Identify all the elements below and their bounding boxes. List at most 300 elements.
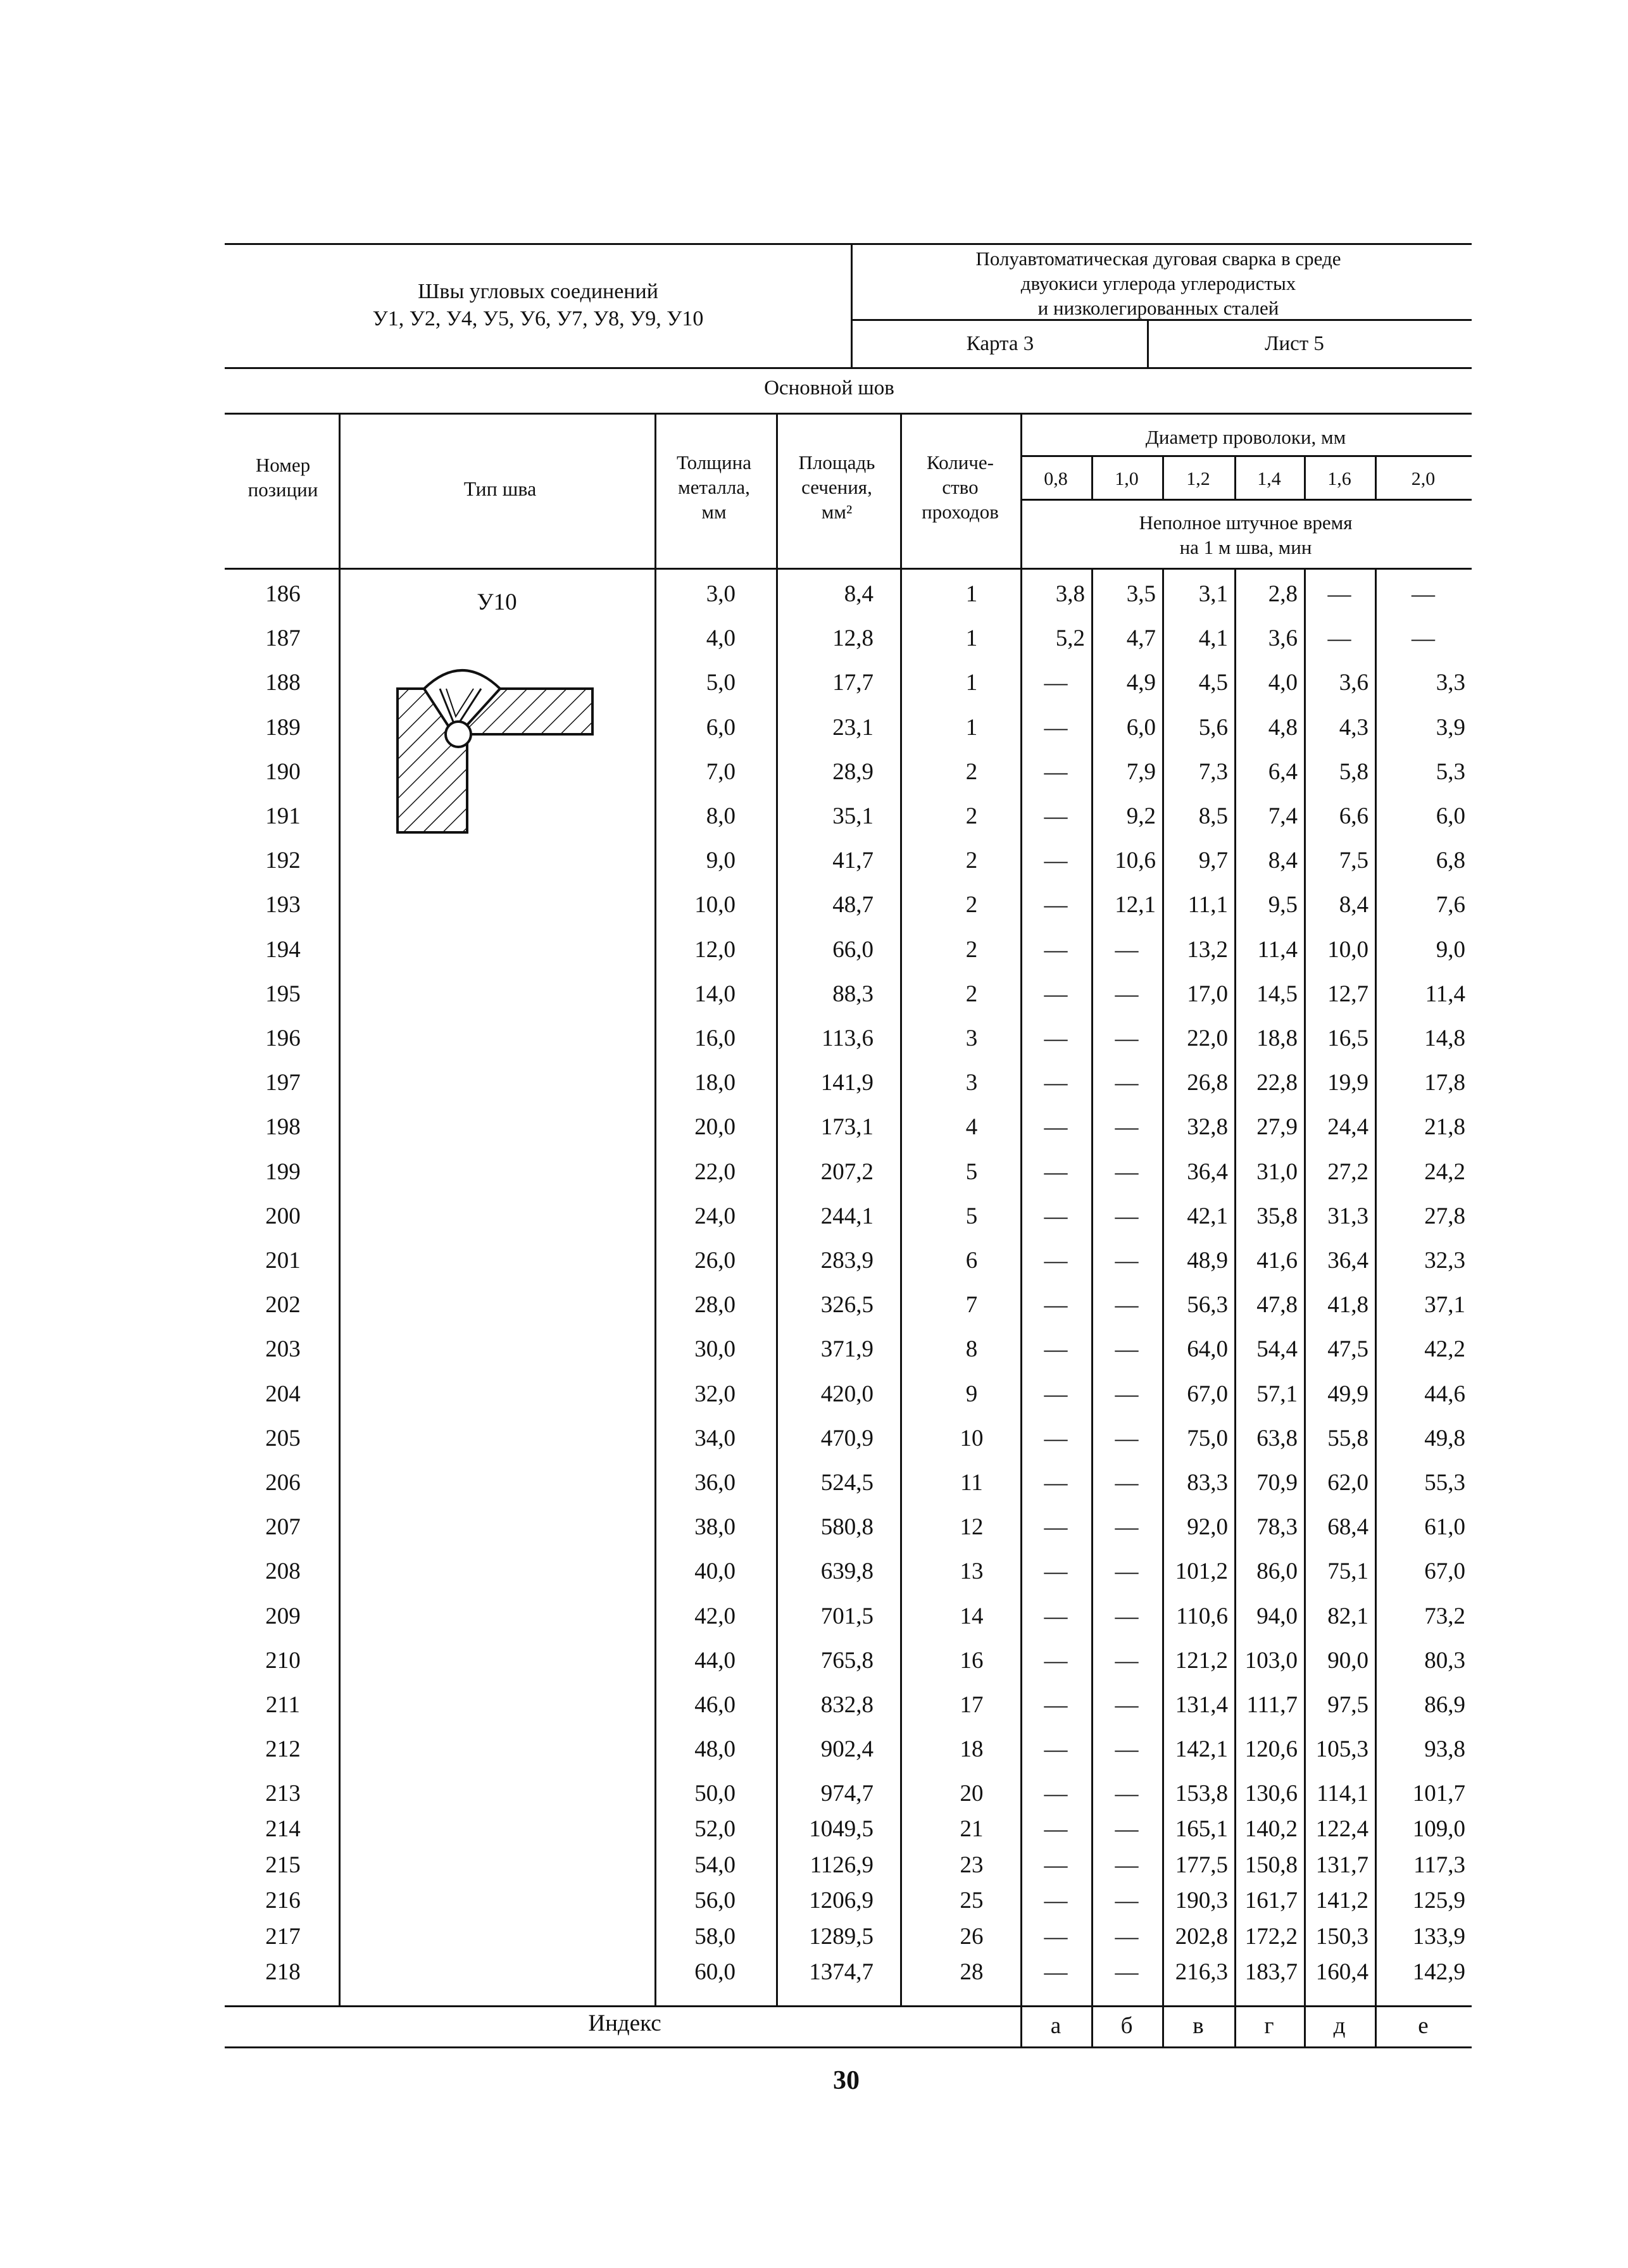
time-cell: — <box>1044 1114 1068 1140</box>
area-cell: 1289,5 <box>809 1924 873 1950</box>
time-cell: 5,8 <box>1339 759 1368 785</box>
time-cell: 142,9 <box>1412 1959 1465 1985</box>
thickness-header-line3: мм <box>701 500 727 523</box>
left-title-line2: У1, У2, У4, У5, У6, У7, У8, У9, У10 <box>372 306 704 330</box>
time-cell: — <box>1115 1816 1139 1842</box>
position-cell: 194 <box>265 937 301 963</box>
position-cell: 201 <box>265 1248 301 1274</box>
time-cell: — <box>1044 1692 1068 1718</box>
position-cell: 191 <box>265 803 301 829</box>
diameter-label: 1,6 <box>1327 468 1351 489</box>
index-separator-6 <box>1375 2005 1377 2046</box>
time-cell: 3,3 <box>1436 670 1465 696</box>
diameter-label: 1,4 <box>1257 468 1281 489</box>
time-cell: — <box>1044 1648 1068 1674</box>
time-cell: — <box>1044 803 1068 829</box>
time-cell: — <box>1044 715 1068 741</box>
time-header-line1: Неполное штучное время <box>1139 511 1353 534</box>
fillet-weld-diagram <box>380 658 608 842</box>
time-cell: 9,5 <box>1268 892 1298 918</box>
thickness-cell: 38,0 <box>694 1514 736 1540</box>
wire-diameter-header: Диаметр проволоки, мм <box>1145 426 1346 448</box>
position-cell: 212 <box>265 1736 301 1762</box>
time-cell: 22,0 <box>1187 1025 1228 1051</box>
time-cell: 202,8 <box>1175 1924 1228 1950</box>
passes-cell: 2 <box>965 937 978 963</box>
thickness-cell: 22,0 <box>694 1159 736 1185</box>
time-cell: — <box>1044 1959 1068 1985</box>
area-cell: 113,6 <box>822 1025 873 1051</box>
time-cell: 6,0 <box>1436 803 1465 829</box>
area-cell: 639,8 <box>820 1558 873 1584</box>
time-cell: — <box>1115 1852 1139 1878</box>
time-cell: — <box>1044 1248 1068 1274</box>
column-separator-4 <box>900 413 902 2005</box>
time-cell: — <box>1115 1558 1139 1584</box>
thickness-cell: 58,0 <box>694 1924 736 1950</box>
passes-cell: 28 <box>960 1959 984 1985</box>
thickness-cell: 7,0 <box>706 759 736 785</box>
time-cell: 8,4 <box>1268 848 1298 874</box>
right-title-line3: и низколегированных сталей <box>1037 296 1279 319</box>
time-cell: 131,4 <box>1175 1692 1228 1718</box>
time-cell: 6,0 <box>1126 715 1156 741</box>
passes-cell: 5 <box>965 1159 978 1185</box>
area-cell: 141,9 <box>820 1070 873 1096</box>
time-cell: — <box>1327 581 1351 607</box>
time-cell: 10,0 <box>1327 937 1368 963</box>
time-cell: — <box>1115 1648 1139 1674</box>
thickness-cell: 8,0 <box>706 803 736 829</box>
diameter-separator-2 <box>1162 568 1164 2005</box>
time-cell: 109,0 <box>1412 1816 1465 1842</box>
passes-cell: 1 <box>965 670 978 696</box>
time-cell: 26,8 <box>1187 1070 1228 1096</box>
area-header-line1: Площадь <box>798 451 875 473</box>
time-cell: 4,0 <box>1268 670 1298 696</box>
time-cell: 7,5 <box>1339 848 1368 874</box>
index-letter: г <box>1264 2013 1274 2039</box>
time-cell: 5,2 <box>1055 625 1085 651</box>
time-cell: 9,2 <box>1126 803 1156 829</box>
time-cell: 36,4 <box>1327 1248 1368 1274</box>
time-cell: 37,1 <box>1424 1292 1465 1318</box>
time-cell: 44,6 <box>1424 1381 1465 1407</box>
thickness-cell: 28,0 <box>694 1292 736 1318</box>
passes-cell: 9 <box>965 1381 978 1407</box>
time-cell: 133,9 <box>1412 1924 1465 1950</box>
time-cell: — <box>1115 1070 1139 1096</box>
index-letter: д <box>1333 2013 1346 2039</box>
time-cell: 4,7 <box>1126 625 1156 651</box>
passes-header <box>922 451 999 524</box>
time-cell: — <box>1044 1514 1068 1540</box>
time-cell: — <box>1044 1852 1068 1878</box>
position-cell: 211 <box>265 1692 301 1718</box>
area-cell: 244,1 <box>820 1203 873 1229</box>
time-cell: 161,7 <box>1244 1888 1298 1914</box>
time-cell: 4,9 <box>1126 670 1156 696</box>
passes-cell: 14 <box>960 1603 984 1629</box>
time-cell: 68,4 <box>1327 1514 1368 1540</box>
thickness-cell: 60,0 <box>694 1959 736 1985</box>
area-cell: 66,0 <box>832 937 873 963</box>
root-detail-circle <box>446 722 471 747</box>
position-header <box>248 453 318 503</box>
position-cell: 195 <box>265 981 301 1007</box>
time-header-line2: на 1 м шва, мин <box>1179 536 1312 558</box>
time-cell: — <box>1044 937 1068 963</box>
time-cell: 3,9 <box>1436 715 1465 741</box>
passes-cell: 2 <box>965 803 978 829</box>
time-cell: 216,3 <box>1175 1959 1228 1985</box>
time-cell: 103,0 <box>1244 1648 1298 1674</box>
time-cell: — <box>1115 1336 1139 1362</box>
index-letter: а <box>1050 2013 1061 2039</box>
position-cell: 196 <box>265 1025 301 1051</box>
thickness-cell: 26,0 <box>694 1248 736 1274</box>
time-cell: 11,4 <box>1425 981 1465 1007</box>
index-letter: в <box>1193 2013 1204 2039</box>
passes-cell: 5 <box>965 1203 978 1229</box>
diameter-separator-head-5 <box>1375 455 1377 499</box>
index-separator-3 <box>1162 2005 1164 2046</box>
position-cell: 186 <box>265 581 301 607</box>
time-cell: 42,1 <box>1187 1203 1228 1229</box>
time-cell: — <box>1115 1924 1139 1950</box>
area-cell: 371,9 <box>820 1336 873 1362</box>
passes-cell: 20 <box>960 1781 984 1807</box>
time-cell: 49,8 <box>1424 1425 1465 1451</box>
position-cell: 187 <box>265 625 301 651</box>
thickness-cell: 20,0 <box>694 1114 736 1140</box>
time-cell: — <box>1115 1603 1139 1629</box>
time-cell: 111,7 <box>1246 1692 1298 1718</box>
time-cell: — <box>1044 1816 1068 1842</box>
time-cell: 183,7 <box>1244 1959 1298 1985</box>
time-cell: 70,9 <box>1256 1470 1298 1496</box>
time-cell: — <box>1115 1736 1139 1762</box>
passes-cell: 18 <box>960 1736 984 1762</box>
diameter-bottom-rule <box>1020 499 1472 501</box>
card-label: Карта 3 <box>966 332 1034 355</box>
time-cell: 125,9 <box>1412 1888 1465 1914</box>
time-cell: — <box>1044 1470 1068 1496</box>
thickness-cell: 16,0 <box>694 1025 736 1051</box>
time-cell: — <box>1115 1514 1139 1540</box>
time-cell: 32,3 <box>1424 1248 1465 1274</box>
passes-cell: 2 <box>965 892 978 918</box>
header-bottom-rule <box>225 568 1472 570</box>
thickness-cell: 40,0 <box>694 1558 736 1584</box>
time-cell: 3,1 <box>1198 581 1228 607</box>
position-cell: 203 <box>265 1336 301 1362</box>
position-cell: 215 <box>265 1852 301 1878</box>
diameter-label: 0,8 <box>1044 468 1068 489</box>
time-cell: — <box>1115 1781 1139 1807</box>
time-cell: 83,3 <box>1187 1470 1228 1496</box>
time-cell: 86,0 <box>1256 1558 1298 1584</box>
thickness-cell: 56,0 <box>694 1888 736 1914</box>
right-title-line2: двуокиси углерода углеродистых <box>1020 272 1296 294</box>
passes-cell: 6 <box>965 1248 978 1274</box>
passes-cell: 12 <box>960 1514 984 1540</box>
time-cell: 150,8 <box>1244 1852 1298 1878</box>
passes-cell: 2 <box>965 759 978 785</box>
position-header-line2: позиции <box>247 478 318 501</box>
time-cell: 101,7 <box>1412 1781 1465 1807</box>
time-cell: 14,5 <box>1256 981 1298 1007</box>
time-cell: 7,3 <box>1198 759 1228 785</box>
thickness-cell: 10,0 <box>694 892 736 918</box>
position-cell: 207 <box>265 1514 301 1540</box>
column-separator-2 <box>654 413 656 2005</box>
position-cell: 218 <box>265 1959 301 1985</box>
position-cell: 209 <box>265 1603 301 1629</box>
time-cell: 6,6 <box>1339 803 1368 829</box>
area-cell: 1374,7 <box>809 1959 873 1985</box>
time-cell: 150,3 <box>1315 1924 1368 1950</box>
thickness-cell: 36,0 <box>694 1470 736 1496</box>
diameter-separator-3 <box>1234 568 1236 2005</box>
time-cell: 47,5 <box>1327 1336 1368 1362</box>
time-cell: 67,0 <box>1424 1558 1465 1584</box>
position-cell: 214 <box>265 1816 301 1842</box>
time-cell: 75,1 <box>1327 1558 1368 1584</box>
time-cell: 140,2 <box>1244 1816 1298 1842</box>
area-cell: 524,5 <box>820 1470 873 1496</box>
left-title <box>373 279 704 332</box>
thickness-header-line2: металла, <box>678 475 750 498</box>
passes-cell: 17 <box>960 1692 984 1718</box>
area-cell: 23,1 <box>832 715 873 741</box>
index-label: Индекс <box>588 2010 661 2036</box>
thickness-cell: 6,0 <box>706 715 736 741</box>
time-cell: 3,8 <box>1055 581 1085 607</box>
time-cell: 61,0 <box>1424 1514 1465 1540</box>
time-cell: 31,3 <box>1327 1203 1368 1229</box>
area-cell: 701,5 <box>820 1603 873 1629</box>
time-cell: 2,8 <box>1268 581 1298 607</box>
time-cell: 75,0 <box>1187 1425 1228 1451</box>
time-cell: 12,1 <box>1115 892 1156 918</box>
time-cell: 7,6 <box>1436 892 1465 918</box>
diameter-separator-1 <box>1091 568 1093 2005</box>
time-cell: 48,9 <box>1187 1248 1228 1274</box>
area-cell: 48,7 <box>832 892 873 918</box>
time-cell: 4,1 <box>1198 625 1228 651</box>
column-separator-1 <box>339 413 341 2005</box>
passes-cell: 13 <box>960 1558 984 1584</box>
index-separator-1 <box>1020 2005 1022 2046</box>
thickness-cell: 44,0 <box>694 1648 736 1674</box>
time-cell: — <box>1115 1425 1139 1451</box>
area-cell: 420,0 <box>820 1381 873 1407</box>
time-cell: — <box>1044 1025 1068 1051</box>
time-cell: 153,8 <box>1175 1781 1228 1807</box>
area-cell: 8,4 <box>844 581 873 607</box>
time-cell: 114,1 <box>1317 1781 1368 1807</box>
time-cell: 57,1 <box>1256 1381 1298 1407</box>
thickness-cell: 32,0 <box>694 1381 736 1407</box>
time-cell: 8,5 <box>1198 803 1228 829</box>
passes-cell: 11 <box>960 1470 983 1496</box>
area-cell: 902,4 <box>820 1736 873 1762</box>
time-cell: — <box>1115 1159 1139 1185</box>
time-cell: 67,0 <box>1187 1381 1228 1407</box>
position-cell: 205 <box>265 1425 301 1451</box>
time-header <box>1139 511 1352 560</box>
area-header-line3: мм² <box>821 500 853 523</box>
time-cell: 190,3 <box>1175 1888 1228 1914</box>
card-sheet-divider <box>1147 319 1149 368</box>
diameter-separator-head-3 <box>1234 455 1236 499</box>
time-cell: 24,2 <box>1424 1159 1465 1185</box>
time-cell: 82,1 <box>1327 1603 1368 1629</box>
position-cell: 188 <box>265 670 301 696</box>
time-cell: — <box>1044 1888 1068 1914</box>
time-cell: 130,6 <box>1244 1781 1298 1807</box>
time-cell: 24,4 <box>1327 1114 1368 1140</box>
area-cell: 765,8 <box>820 1648 873 1674</box>
thickness-header-line1: Толщина <box>677 451 751 473</box>
page-number: 30 <box>833 2066 860 2095</box>
passes-header-line1: Количе- <box>927 451 994 473</box>
header-top-rule <box>225 413 1472 415</box>
time-cell: 36,4 <box>1187 1159 1228 1185</box>
time-cell: — <box>1044 1736 1068 1762</box>
passes-cell: 23 <box>960 1852 984 1878</box>
time-cell: 18,8 <box>1256 1025 1298 1051</box>
time-cell: 97,5 <box>1327 1692 1368 1718</box>
time-cell: 121,2 <box>1175 1648 1228 1674</box>
left-title-line1: Швы угловых соединений <box>418 280 658 303</box>
time-cell: 131,7 <box>1315 1852 1368 1878</box>
time-cell: 6,4 <box>1268 759 1298 785</box>
thickness-cell: 34,0 <box>694 1425 736 1451</box>
time-cell: 56,3 <box>1187 1292 1228 1318</box>
area-cell: 283,9 <box>820 1248 873 1274</box>
time-cell: — <box>1115 1203 1139 1229</box>
time-cell: — <box>1044 892 1068 918</box>
time-cell: 41,8 <box>1327 1292 1368 1318</box>
column-separator-5 <box>1020 413 1022 2005</box>
time-cell: — <box>1412 625 1435 651</box>
area-cell: 35,1 <box>832 803 873 829</box>
time-cell: 27,2 <box>1327 1159 1368 1185</box>
time-cell: 55,8 <box>1327 1425 1368 1451</box>
position-cell: 206 <box>265 1470 301 1496</box>
time-cell: 122,4 <box>1315 1816 1368 1842</box>
time-cell: 55,3 <box>1424 1470 1465 1496</box>
section-title: Основной шов <box>764 377 894 399</box>
passes-cell: 26 <box>960 1924 984 1950</box>
diameter-top-rule <box>1020 455 1472 457</box>
column-separator-3 <box>776 413 778 2005</box>
time-cell: 41,6 <box>1256 1248 1298 1274</box>
time-cell: — <box>1115 1381 1139 1407</box>
diameter-separator-head-4 <box>1304 455 1306 499</box>
time-cell: 6,8 <box>1436 848 1465 874</box>
time-cell: — <box>1115 1114 1139 1140</box>
title-divider <box>851 243 853 368</box>
time-cell: — <box>1115 1470 1139 1496</box>
diameter-separator-head-2 <box>1162 455 1164 499</box>
index-letter: б <box>1120 2013 1133 2039</box>
time-cell: 86,9 <box>1424 1692 1465 1718</box>
time-cell: — <box>1044 1924 1068 1950</box>
time-cell: 110,6 <box>1176 1603 1228 1629</box>
time-cell: 14,8 <box>1424 1025 1465 1051</box>
time-cell: 11,1 <box>1187 892 1228 918</box>
right-title-line1: Полуавтоматическая дуговая сварка в среде <box>975 247 1341 270</box>
index-separator-5 <box>1304 2005 1306 2046</box>
time-cell: 9,7 <box>1198 848 1228 874</box>
area-cell: 974,7 <box>820 1781 873 1807</box>
position-cell: 217 <box>265 1924 301 1950</box>
area-cell: 326,5 <box>820 1292 873 1318</box>
time-cell: 93,8 <box>1424 1736 1465 1762</box>
time-cell: — <box>1115 1248 1139 1274</box>
diameter-separator-head-1 <box>1091 455 1093 499</box>
time-cell: — <box>1044 1336 1068 1362</box>
area-cell: 173,1 <box>820 1114 873 1140</box>
time-cell: — <box>1044 1381 1068 1407</box>
time-cell: — <box>1044 1292 1068 1318</box>
title-top-rule <box>225 243 1472 245</box>
time-cell: — <box>1115 981 1139 1007</box>
seam-type-header: Тип шва <box>463 477 537 500</box>
time-cell: 3,5 <box>1126 581 1156 607</box>
time-cell: — <box>1044 1558 1068 1584</box>
area-cell: 41,7 <box>832 848 873 874</box>
thickness-cell: 30,0 <box>694 1336 736 1362</box>
position-cell: 189 <box>265 715 301 741</box>
position-cell: 213 <box>265 1781 301 1807</box>
time-cell: — <box>1115 1025 1139 1051</box>
time-cell: 17,0 <box>1187 981 1228 1007</box>
diameter-label: 1,2 <box>1186 468 1210 489</box>
area-cell: 470,9 <box>820 1425 873 1451</box>
time-cell: 165,1 <box>1175 1816 1228 1842</box>
time-cell: 32,8 <box>1187 1114 1228 1140</box>
time-cell: 172,2 <box>1244 1924 1298 1950</box>
area-cell: 17,7 <box>832 670 873 696</box>
time-cell: 13,2 <box>1187 937 1228 963</box>
time-cell: — <box>1044 981 1068 1007</box>
thickness-cell: 18,0 <box>694 1070 736 1096</box>
time-cell: 80,3 <box>1424 1648 1465 1674</box>
time-cell: 141,2 <box>1315 1888 1368 1914</box>
time-cell: — <box>1115 1888 1139 1914</box>
time-cell: 101,2 <box>1175 1558 1228 1584</box>
position-cell: 197 <box>265 1070 301 1096</box>
passes-header-line3: проходов <box>922 500 999 523</box>
time-cell: 10,6 <box>1115 848 1156 874</box>
time-cell: 177,5 <box>1175 1852 1228 1878</box>
time-cell: 47,8 <box>1256 1292 1298 1318</box>
time-cell: 117,3 <box>1413 1852 1465 1878</box>
time-cell: 78,3 <box>1256 1514 1298 1540</box>
time-cell: 73,2 <box>1424 1603 1465 1629</box>
thickness-cell: 5,0 <box>706 670 736 696</box>
time-cell: — <box>1115 1959 1139 1985</box>
time-cell: 4,5 <box>1198 670 1228 696</box>
position-cell: 216 <box>265 1888 301 1914</box>
thickness-header <box>677 451 751 524</box>
passes-cell: 2 <box>965 848 978 874</box>
passes-cell: 1 <box>965 625 978 651</box>
